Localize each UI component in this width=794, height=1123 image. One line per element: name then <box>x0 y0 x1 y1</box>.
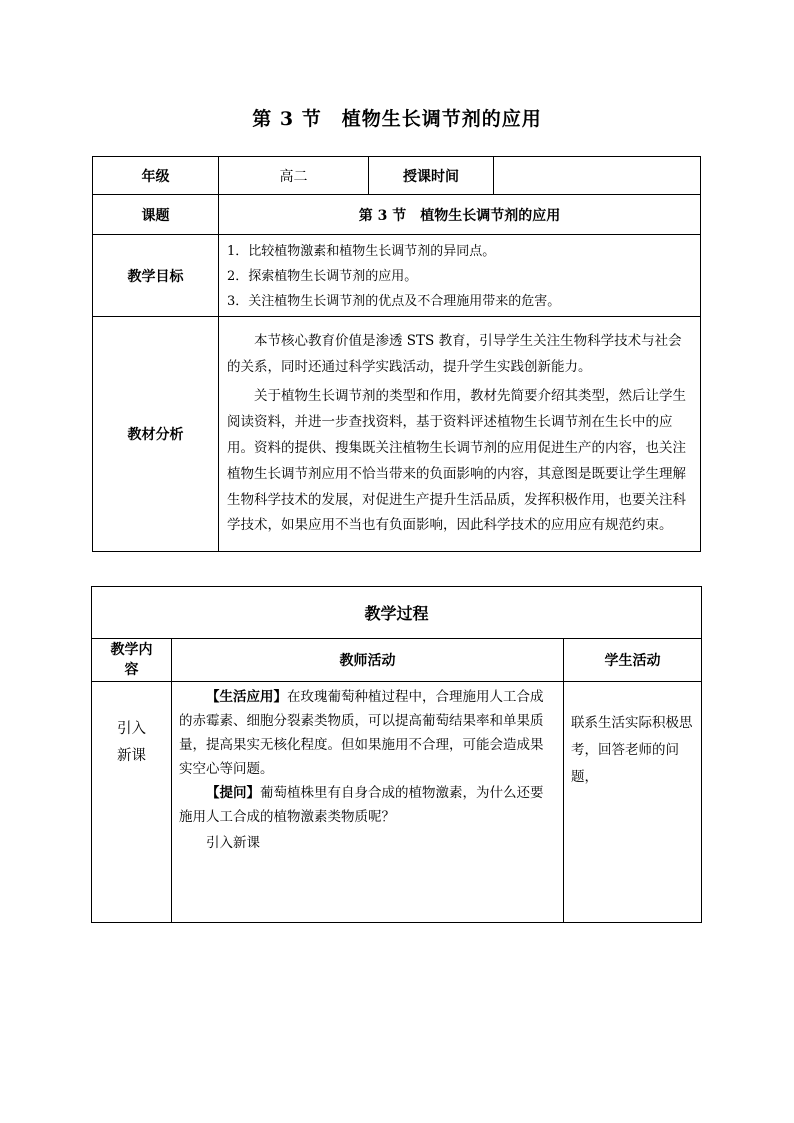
teacher-paragraph <box>179 781 556 829</box>
question-text: 葡萄植株里有自身合成的植物激素，为什么还要施用人工合成的植物激素类物质呢？ <box>179 785 544 825</box>
topic-row <box>93 195 701 235</box>
analysis-label: 教材分析 <box>93 317 219 552</box>
teaching-process-table <box>91 586 702 923</box>
topic-label: 课题 <box>93 195 219 235</box>
grade-row <box>93 157 701 195</box>
step-content-text: 引入新课 <box>117 721 146 764</box>
goals-label: 教学目标 <box>93 235 219 317</box>
process-row <box>92 682 702 923</box>
step-content <box>92 682 172 923</box>
analysis-row <box>93 317 701 552</box>
col-header-content-text: 教学内容 <box>110 642 153 678</box>
process-header-row <box>92 639 702 682</box>
question-tag: 【提问】 <box>206 785 260 801</box>
goal-item: 2．探索植物生长调节剂的应用。 <box>227 269 418 284</box>
analysis-body <box>219 317 701 552</box>
teacher-paragraph: 引入新课 <box>206 835 260 851</box>
time-value <box>494 157 701 195</box>
process-heading: 教学过程 <box>92 587 702 639</box>
lesson-info-table <box>92 156 701 552</box>
col-header-content <box>92 639 172 682</box>
page-title: 第 3 节 植物生长调节剂的应用 <box>252 108 542 130</box>
goals-row <box>93 235 701 317</box>
student-activity: 联系生活实际积极思考，回答老师的问题， <box>564 682 702 923</box>
col-header-student: 学生活动 <box>564 639 702 682</box>
col-header-teacher: 教师活动 <box>172 639 564 682</box>
grade-value: 高二 <box>219 157 369 195</box>
teacher-paragraph <box>179 685 556 781</box>
analysis-paragraph: 本节核心教育价值是渗透 STS 教育，引导学生关注生物科学技术与社会的关系，同时还通过科学实践活动，提升学生实践创新能力。 <box>227 332 682 375</box>
life-application-tag: 【生活应用】 <box>206 689 287 705</box>
grade-label: 年级 <box>93 157 219 195</box>
topic-value: 第 3 节 植物生长调节剂的应用 <box>219 195 701 235</box>
goals-list <box>219 235 701 317</box>
time-label: 授课时间 <box>369 157 494 195</box>
analysis-paragraph: 关于植物生长调节剂的类型和作用，教材先简要介绍其类型，然后让学生阅读资料，并进一步查找资料，基于资料评述植物生长调节剂在生长中的应用。资料的提供、搜集既关注植物生长调节剂的应用促进生产的内容，也关注植物生长调节剂应用不恰当带来的负面影响的内容，其意图是既要让学生理解生物科学技术的发展，对促进生产提升生活品质，发挥积极作用，也要关注科学技术，如果应用不当也有负面影响，因此科学技术的应用应有规范约束。 <box>227 388 686 534</box>
process-heading-row <box>92 587 702 639</box>
goal-item: 3．关注植物生长调节剂的优点及不合理施用带来的危害。 <box>227 294 561 309</box>
life-application-text: 在玫瑰葡萄种植过程中，合理施用人工合成的赤霉素、细胞分裂素类物质，可以提高葡萄结果率和单果质量，提高果实无核化程度。但如果施用不合理，可能会造成果实空心等问题。 <box>179 689 544 777</box>
goal-item: 1．比较植物激素和植物生长调节剂的异同点。 <box>227 244 496 259</box>
teacher-activity <box>172 682 564 923</box>
